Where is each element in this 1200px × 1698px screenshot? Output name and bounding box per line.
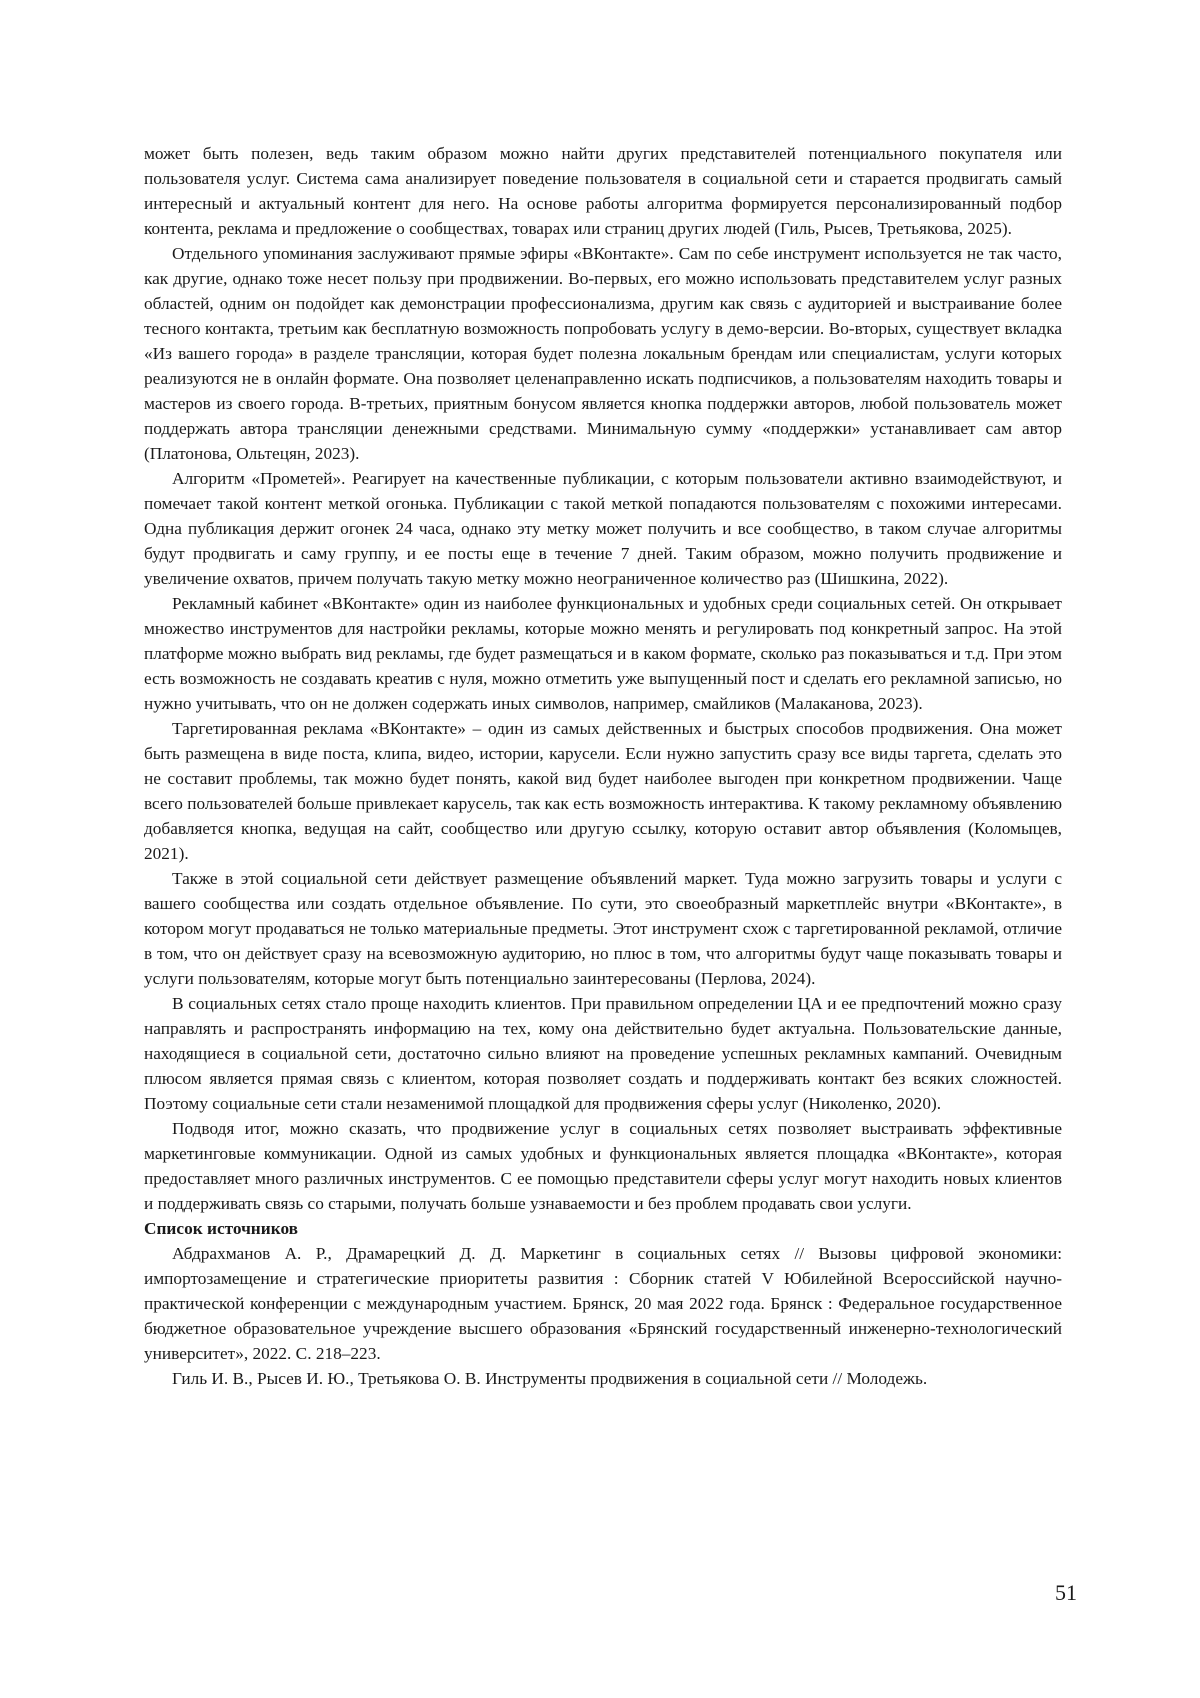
references-title: Список источников — [144, 1219, 298, 1238]
body-paragraph-conclusion: Подводя итог, можно сказать, что продвижение услуг в социальных сетях позволяет выстраивать эффективные маркетинговые коммуникации. Одной из самых удобных и функциональных является площадка «ВКонтакте», которая предоставляет много различных инструментов. С ее помощью представители сферы услуг могут находить новых клиентов и поддерживать связь со старыми, получать больше узнаваемости и без проблем продавать свои услуги. — [144, 1119, 1062, 1213]
body-paragraph-prometheus: Алгоритм «Прометей». Реагирует на качественные публикации, с которым пользователи активно взаимодействуют, и помечает такой контент меткой огонька. Публикации с такой меткой попадаются пользователям с похожими интересами. Одна публикация держит огонек 24 часа, однако эту метку может получить и все сообщество, в таком случае алгоритмы будут продвигать и саму группу, и ее посты еще в течение 7 дней. Таким образом, можно получить продвижение и увеличение охватов, причем получать такую метку можно неограниченное количество раз (Шишкина, 2022). — [144, 469, 1062, 588]
body-paragraph-targeted-ads: Таргетированная реклама «ВКонтакте» – один из самых действенных и быстрых способов продвижения. Она может быть размещена в виде поста, клипа, видео, истории, карусели. Если нужно запустить сразу все виды таргета, сделать это не составит проблемы, так можно будет понять, какой вид будет наиболее выгоден при конкретном продвижении. Чаще всего пользователей больше привлекает карусель, так как есть возможность интерактива. К такому рекламному объявлению добавляется кнопка, ведущая на сайт, сообщество или другую ссылку, которую оставит автор объявления (Коломыцев, 2021). — [144, 719, 1062, 863]
page-number: 51 — [1055, 1580, 1077, 1605]
body-paragraph-market: Также в этой социальной сети действует размещение объявлений маркет. Туда можно загрузить товары и услуги с вашего сообщества или создать отдельное объявление. По сути, это своеобразный маркетплейс внутри «ВКонтакте», в котором могут продаваться не только материальные предметы. Этот инструмент схож с таргетированной рекламой, отличие в том, что он действует сразу на всевозможную аудиторию, но плюс в том, что алгоритмы будут чаще показывать товары и услуги пользователям, которые могут быть потенциально заинтересованы (Перлова, 2024). — [144, 869, 1062, 988]
body-paragraph-clients: В социальных сетях стало проще находить клиентов. При правильном определении ЦА и ее предпочтений можно сразу направлять и распространять информацию на тех, кому она действительно будет актуальна. Пользовательские данные, находящиеся в социальной сети, достаточно сильно влияют на проведение успешных рекламных кампаний. Очевидным плюсом является прямая связь с клиентом, которая позволяет создать и поддерживать контакт без всяких сложностей. Поэтому социальные сети стали незаменимой площадкой для продвижения сферы услуг (Николенко, 2020). — [144, 994, 1062, 1113]
body-paragraph-live-streams: Отдельного упоминания заслуживают прямые эфиры «ВКонтакте». Сам по себе инструмент используется не так часто, как другие, однако тоже несет пользу при продвижении. Во-первых, его можно использовать представителем услуг разных областей, одним он подойдет как демонстрации профессионализма, другим как связь с аудиторией и выстраивание более тесного контакта, третьим как бесплатную возможность попробовать услугу в демо-версии. Во-вторых, существует вкладка «Из вашего города» в разделе трансляции, которая будет полезна локальным брендам или специалистам, услуги которых реализуются не в онлайн формате. Она позволяет целенаправленно искать подписчиков, а пользователям находить товары и мастеров из своего города. В-третьих, приятным бонусом является кнопка поддержки авторов, любой пользователь может поддержать автора трансляции денежными средствами. Минимальную сумму «поддержки» устанавливает сам автор (Платонова, Ольтецян, 2023). — [144, 244, 1062, 463]
reference-item: Гиль И. В., Рысев И. Ю., Третьякова О. В. Инструменты продвижения в социальной сети // Молодежь. — [172, 1369, 928, 1388]
body-paragraph-continuation: может быть полезен, ведь таким образом можно найти других представителей потенциального покупателя или пользователя услуг. Система сама анализирует поведение пользователя в социальной сети и старается продвигать самый интересный и актуальный контент для него. На основе работы алгоритма формируется персонализированный подбор контента, реклама и предложение о сообществах, товарах или страниц других людей (Гиль, Рысев, Третьякова, 2025). — [144, 144, 1062, 238]
reference-item: Абдрахманов А. Р., Драмарецкий Д. Д. Маркетинг в социальных сетях // Вызовы цифровой экономики: импортозамещение и стратегические приоритеты развития : Сборник статей V Юбилейной Всероссийской научно-практической конференции с международным участием. Брянск, 20 мая 2022 года. Брянск : Федеральное государственное бюджетное образовательное учреждение высшего образования «Брянский государственный инженерно-технологический университет», 2022. С. 218–223. — [144, 1244, 1062, 1363]
body-paragraph-ad-cabinet: Рекламный кабинет «ВКонтакте» один из наиболее функциональных и удобных среди социальных сетей. Он открывает множество инструментов для настройки рекламы, которые можно менять и регулировать под конкретный запрос. На этой платформе можно выбрать вид рекламы, где будет размещаться и в каком формате, сколько раз показываться и т.д. При этом есть возможность не создавать креатив с нуля, можно отметить уже выпущенный пост и сделать его рекламной записью, но нужно учитывать, что он не должен содержать иных символов, например, смайликов (Малаканова, 2023). — [144, 594, 1062, 713]
page-content — [144, 141, 1062, 1391]
